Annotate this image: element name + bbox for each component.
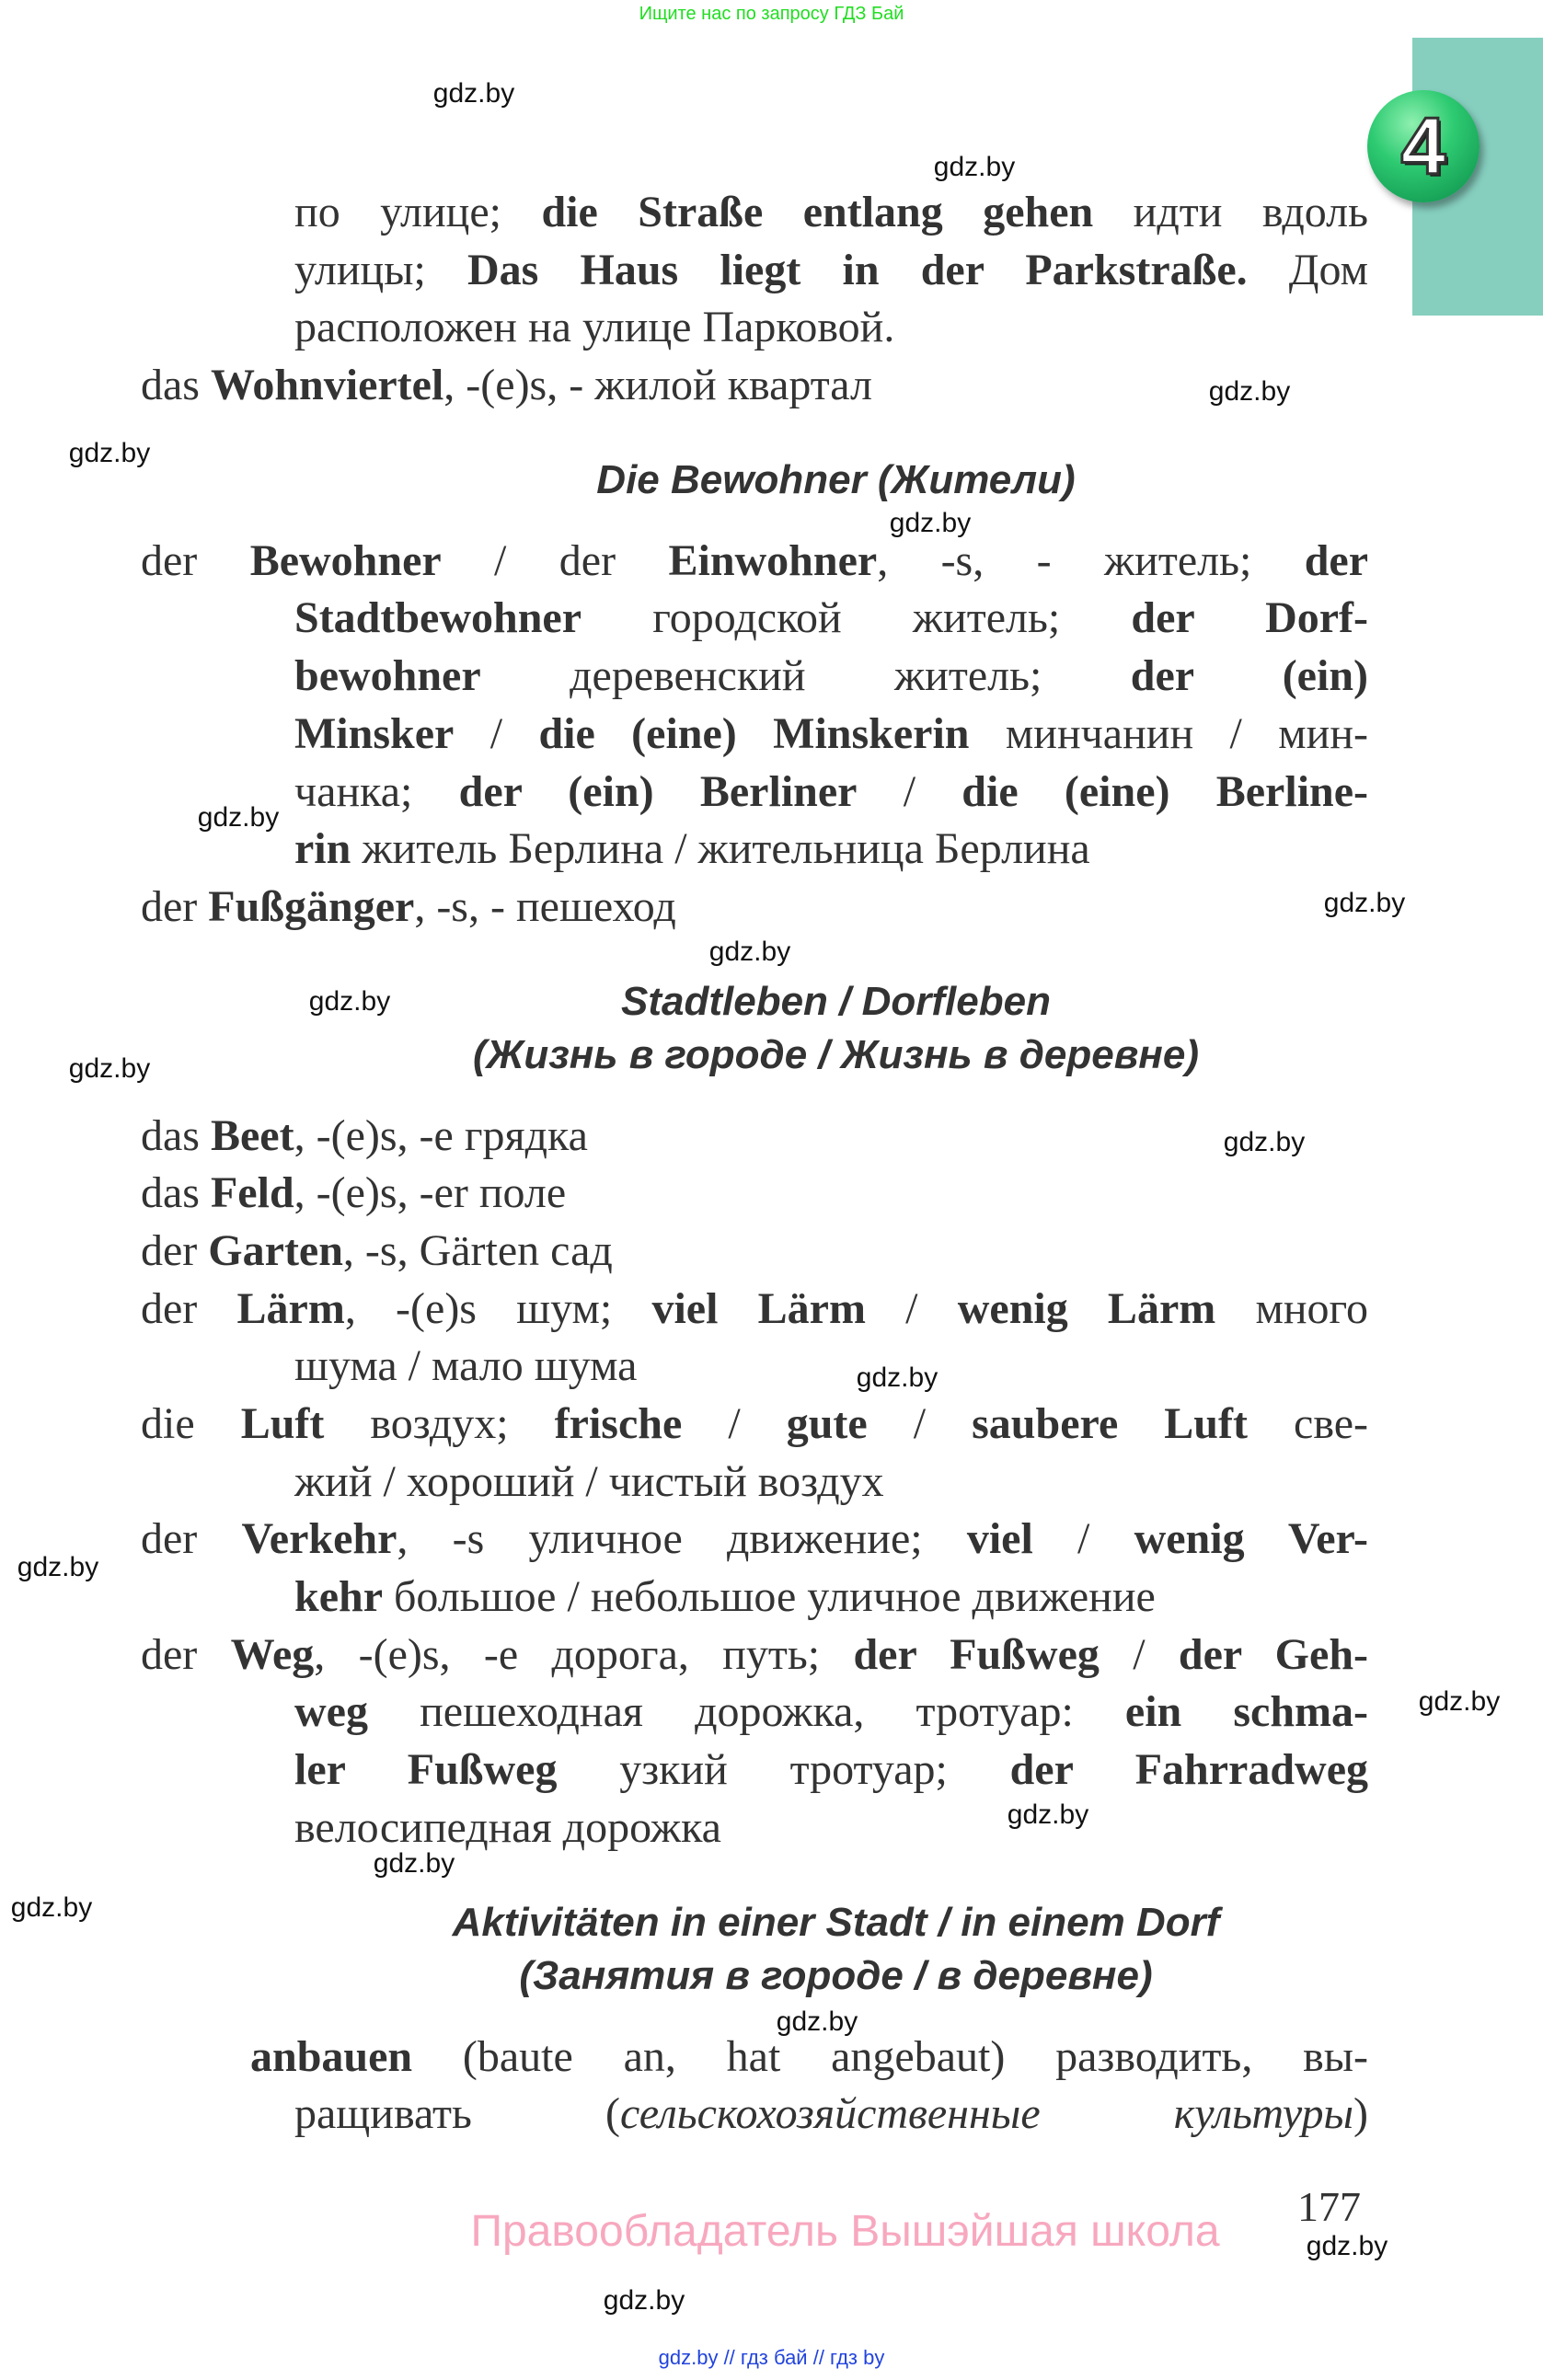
text-segment: большое / небольшое уличное движение xyxy=(383,1572,1156,1622)
german-term: Feld xyxy=(210,1168,294,1218)
german-term: viel Lärm xyxy=(651,1283,866,1333)
gdz-watermark: gdz.by xyxy=(1306,2231,1388,2261)
gdz-watermark: gdz.by xyxy=(708,937,791,967)
text-segment: идти вдоль xyxy=(1093,188,1369,236)
text-segment: узкий тротуар; xyxy=(557,1745,1010,1795)
text-segment: сельскохозяйственные культуры xyxy=(620,2089,1354,2139)
rights-holder-notice: Правообладатель Вышэйшая школа xyxy=(470,2207,1220,2256)
section-heading: Aktivitäten in einer Stadt / in einem Dorf xyxy=(452,1899,1220,1945)
text-segment: / xyxy=(867,1399,973,1448)
text-segment: минчанин / мин- xyxy=(969,708,1369,758)
text-segment: / xyxy=(857,766,962,816)
text-segment: , -(e)s, - жилой квартал xyxy=(443,361,872,410)
vocabulary-line xyxy=(0,299,1368,357)
german-term: Luft xyxy=(240,1399,325,1448)
gdz-watermark: gdz.by xyxy=(10,1892,93,1923)
text-segment: городской житель; xyxy=(582,593,1132,643)
section-heading: (Жизнь в городе / Жизнь в деревне) xyxy=(472,1031,1199,1077)
gdz-watermark: gdz.by xyxy=(197,802,280,833)
german-term: der Fahrradweg xyxy=(1009,1745,1369,1795)
vocabulary-line xyxy=(0,1799,1368,1857)
section-heading: Die Bewohner (Жители) xyxy=(596,456,1076,502)
text-segment: , -(e)s, -e грядка xyxy=(294,1110,588,1160)
text-segment: der xyxy=(141,535,250,585)
german-term: Wohnviertel xyxy=(210,361,444,410)
vocabulary-line xyxy=(0,1742,1368,1799)
german-term: der Dorf- xyxy=(1131,593,1368,643)
vocabulary-line xyxy=(0,2086,1368,2144)
german-term: der xyxy=(1304,535,1369,585)
german-term: der Fußweg xyxy=(853,1629,1100,1679)
german-term: die (eine) Minskerin xyxy=(538,708,970,758)
text-segment: пешеходная дорожка, тротуар: xyxy=(367,1687,1125,1737)
german-term: bewohner xyxy=(294,651,481,701)
vocabulary-line xyxy=(0,1627,1368,1684)
text-segment: , -s, Gärten сад xyxy=(342,1225,613,1275)
german-term: Stadtbewohner xyxy=(294,593,582,643)
chapter-number: 4 xyxy=(1400,100,1446,191)
text-segment: / xyxy=(1099,1629,1179,1679)
german-term: rin xyxy=(294,824,351,874)
text-segment: ) xyxy=(1353,2089,1368,2139)
gdz-watermark: gdz.by xyxy=(1208,376,1291,407)
text-segment: das xyxy=(141,1168,211,1218)
german-term: Einwohner xyxy=(668,535,878,585)
german-term: Weg xyxy=(230,1629,315,1679)
text-segment: der xyxy=(141,1283,237,1333)
text-segment: , -s уличное движение; xyxy=(397,1514,967,1564)
vocabulary-line xyxy=(0,1454,1368,1512)
vocabulary-line xyxy=(0,1165,1368,1223)
gdz-watermark: gdz.by xyxy=(1223,1127,1306,1157)
text-segment: ращивать ( xyxy=(294,2089,621,2139)
text-segment: расположен на улице Парковой. xyxy=(294,303,895,352)
section-heading: Stadtleben / Dorfleben xyxy=(621,978,1051,1024)
vocabulary-list xyxy=(0,184,1543,2144)
german-term: der (ein) Berliner xyxy=(458,766,858,816)
page-number: 177 xyxy=(1297,2183,1361,2230)
vocabulary-line xyxy=(0,1223,1368,1281)
german-term: kehr xyxy=(294,1572,383,1622)
text-segment: улицы; xyxy=(294,245,467,294)
text-segment: das xyxy=(141,361,211,410)
vocabulary-line xyxy=(0,1684,1368,1742)
german-term: viel xyxy=(966,1514,1033,1564)
text-segment: чанка; xyxy=(294,766,459,816)
text-segment: деревенский житель; xyxy=(480,651,1131,701)
gdz-watermark: gdz.by xyxy=(68,1053,151,1084)
text-segment: / xyxy=(682,1399,787,1448)
vocabulary-line xyxy=(0,533,1368,591)
vocabulary-line xyxy=(0,706,1368,764)
german-term: Fußgänger xyxy=(208,881,415,931)
vocabulary-line xyxy=(0,648,1368,706)
section-heading: (Занятия в городе / в деревне) xyxy=(519,1952,1153,1998)
text-segment: Дом xyxy=(1247,245,1368,294)
text-segment: / xyxy=(865,1283,958,1333)
gdz-watermark: gdz.by xyxy=(933,152,1016,182)
german-term: der (ein) xyxy=(1130,651,1369,701)
footer-links[interactable]: gdz.by // гдз бай // гдз by xyxy=(658,2346,885,2369)
gdz-watermark: gdz.by xyxy=(856,1362,938,1393)
german-term: Lärm xyxy=(236,1283,345,1333)
gdz-watermark: gdz.by xyxy=(17,1552,99,1582)
text-segment: , -s, - пешеход xyxy=(414,881,676,931)
vocabulary-line xyxy=(0,2029,1368,2087)
text-segment: , -(e)s шум; xyxy=(344,1283,652,1333)
vocabulary-line xyxy=(0,590,1368,648)
german-term: die (eine) Berline- xyxy=(961,766,1369,816)
text-segment: житель Берлина / жительница Берлина xyxy=(351,824,1090,874)
text-segment: der xyxy=(141,1629,231,1679)
german-term: anbauen xyxy=(250,2031,413,2081)
german-term: Das Haus liegt in der Parkstraße. xyxy=(466,245,1248,294)
german-term: der Geh- xyxy=(1178,1629,1368,1679)
vocabulary-line xyxy=(0,1108,1368,1166)
german-term: wenig Lärm xyxy=(957,1283,1216,1333)
german-term: Verkehr xyxy=(241,1514,397,1564)
german-term: Beet xyxy=(210,1110,294,1160)
german-term: ein schma- xyxy=(1124,1687,1369,1737)
vocabulary-line xyxy=(0,879,1368,937)
german-term: saubere Luft xyxy=(972,1399,1248,1448)
german-term: Bewohner xyxy=(249,535,442,585)
text-segment: , -(e)s, -e дорога, путь; xyxy=(314,1629,854,1679)
vocabulary-line xyxy=(0,1511,1368,1569)
text-segment: жий / хороший / чистый воздух xyxy=(294,1456,884,1506)
text-segment: die xyxy=(141,1399,241,1448)
text-segment: по улице; xyxy=(294,188,542,236)
vocabulary-line xyxy=(0,1396,1368,1454)
gdz-watermark: gdz.by xyxy=(603,2285,685,2316)
text-segment: der xyxy=(141,881,209,931)
gdz-watermark: gdz.by xyxy=(1007,1799,1089,1830)
text-segment: (baute an, hat angebaut) разводить, вы- xyxy=(412,2031,1368,2081)
gdz-watermark: gdz.by xyxy=(889,508,972,538)
german-term: weg xyxy=(294,1687,368,1737)
search-banner: Ищите нас по запросу ГДЗ Бай xyxy=(639,4,904,24)
gdz-watermark: gdz.by xyxy=(373,1848,455,1879)
text-segment: / xyxy=(454,708,539,758)
gdz-watermark: gdz.by xyxy=(68,438,151,468)
vocabulary-line xyxy=(0,1338,1368,1396)
text-segment: das xyxy=(141,1110,211,1160)
text-segment: / xyxy=(1032,1514,1134,1564)
text-segment: шума / мало шума xyxy=(294,1341,638,1391)
german-term: die Straße entlang gehen xyxy=(541,188,1094,236)
text-segment: der xyxy=(141,1514,242,1564)
german-term: gute xyxy=(786,1399,868,1448)
german-term: Minsker xyxy=(294,708,455,758)
text-segment: , -(e)s, -er поле xyxy=(294,1168,567,1218)
gdz-watermark: gdz.by xyxy=(776,2006,858,2037)
german-term: wenig Ver- xyxy=(1134,1514,1368,1564)
gdz-watermark: gdz.by xyxy=(1323,888,1406,918)
german-term: ler Fußweg xyxy=(294,1745,558,1795)
vocabulary-line xyxy=(0,184,1368,242)
vocabulary-line xyxy=(0,1569,1368,1627)
text-segment: много xyxy=(1215,1283,1369,1333)
text-segment: der xyxy=(141,1225,209,1275)
gdz-watermark: gdz.by xyxy=(308,986,391,1017)
text-segment: , -s, - житель; xyxy=(877,535,1305,585)
text-segment: велосипедная дорожка xyxy=(294,1802,721,1852)
text-segment: воздух; xyxy=(324,1399,555,1448)
german-term: frische xyxy=(554,1399,683,1448)
text-segment: / der xyxy=(441,535,669,585)
vocabulary-line xyxy=(0,242,1368,300)
vocabulary-line xyxy=(0,1281,1368,1339)
text-segment: све- xyxy=(1247,1399,1368,1448)
german-term: Garten xyxy=(208,1225,343,1275)
gdz-watermark: gdz.by xyxy=(432,78,515,109)
gdz-watermark: gdz.by xyxy=(1418,1686,1501,1717)
vocabulary-line xyxy=(0,357,1368,415)
